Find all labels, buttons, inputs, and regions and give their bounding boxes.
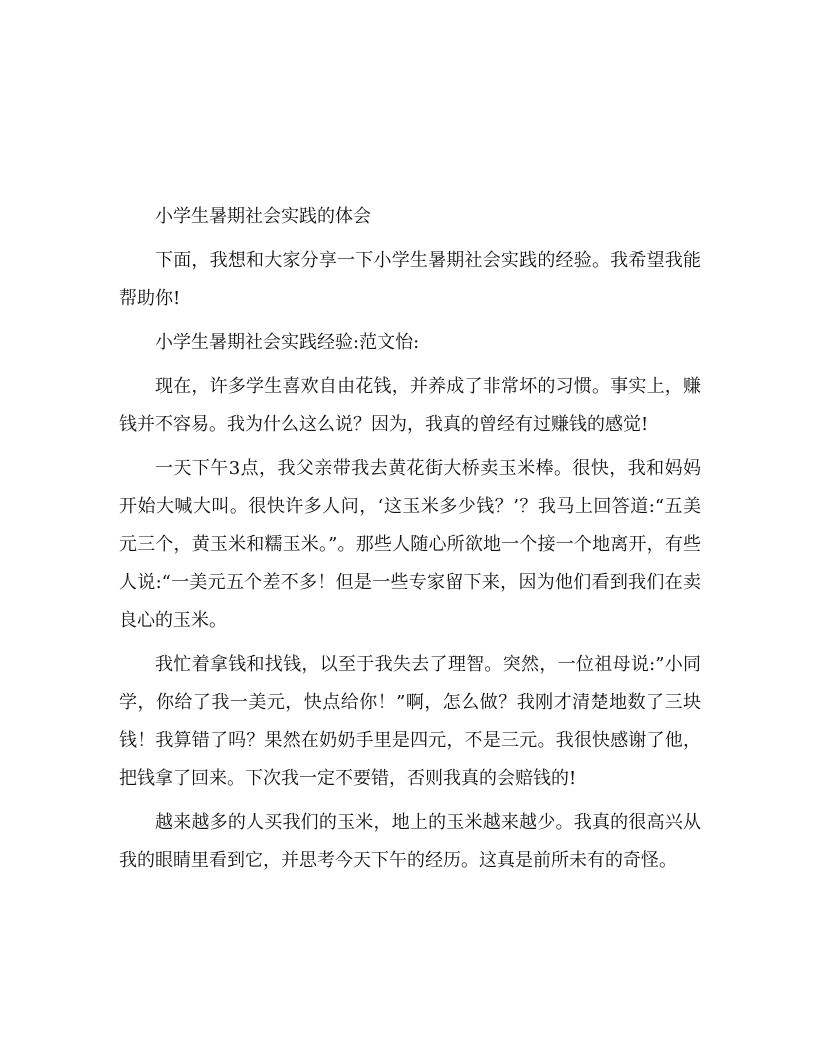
paragraph-earning-money: 现在，许多学生喜欢自由花钱，并养成了非常坏的习惯。事实上，赚钱并不容易。我为什么这么说？因为，我真的曾经有过赚钱的感觉! [119, 376, 701, 435]
paragraph-reflection: 越来越多的人买我们的玉米，地上的玉米越来越少。我真的很高兴从我的眼睛里看到它，并思考今天下午的经历。这真是前所未有的奇怪。 [119, 812, 701, 871]
paragraph-selling-corn: 一天下午3点，我父亲带我去黄花街大桥卖玉米棒。很快，我和妈妈开始大喊大叫。很快许多人问，‘这玉米多少钱？’？我马上回答道:“五美元三个，黄玉米和糯玉米。”。那些人随心所欲地一个接一个地离开，有些人说:“一美元五个差不多！但是一些专家留下来，因为他们看到我们在卖良心的玉米。 [119, 458, 701, 631]
paragraph-heading-experience: 小学生暑期社会实践经验:范文怡: [155, 332, 420, 353]
paragraph-intro: 下面，我想和大家分享一下小学生暑期社会实践的经验。我希望我能帮助你! [119, 250, 701, 309]
document-title: 小学生暑期社会实践的体会 [155, 206, 371, 227]
document-body [119, 198, 701, 880]
paragraph-counting-money: 我忙着拿钱和找钱，以至于我失去了理智。突然，一位祖母说:”小同学，你给了我一美元，快点给你！”啊，怎么做？我刚才清楚地数了三块钱！我算错了吗？果然在奶奶手里是四元，不是三元。我很快感谢了他，把钱拿了回来。下次我一定不要错，否则我真的会赔钱的! [119, 654, 701, 789]
